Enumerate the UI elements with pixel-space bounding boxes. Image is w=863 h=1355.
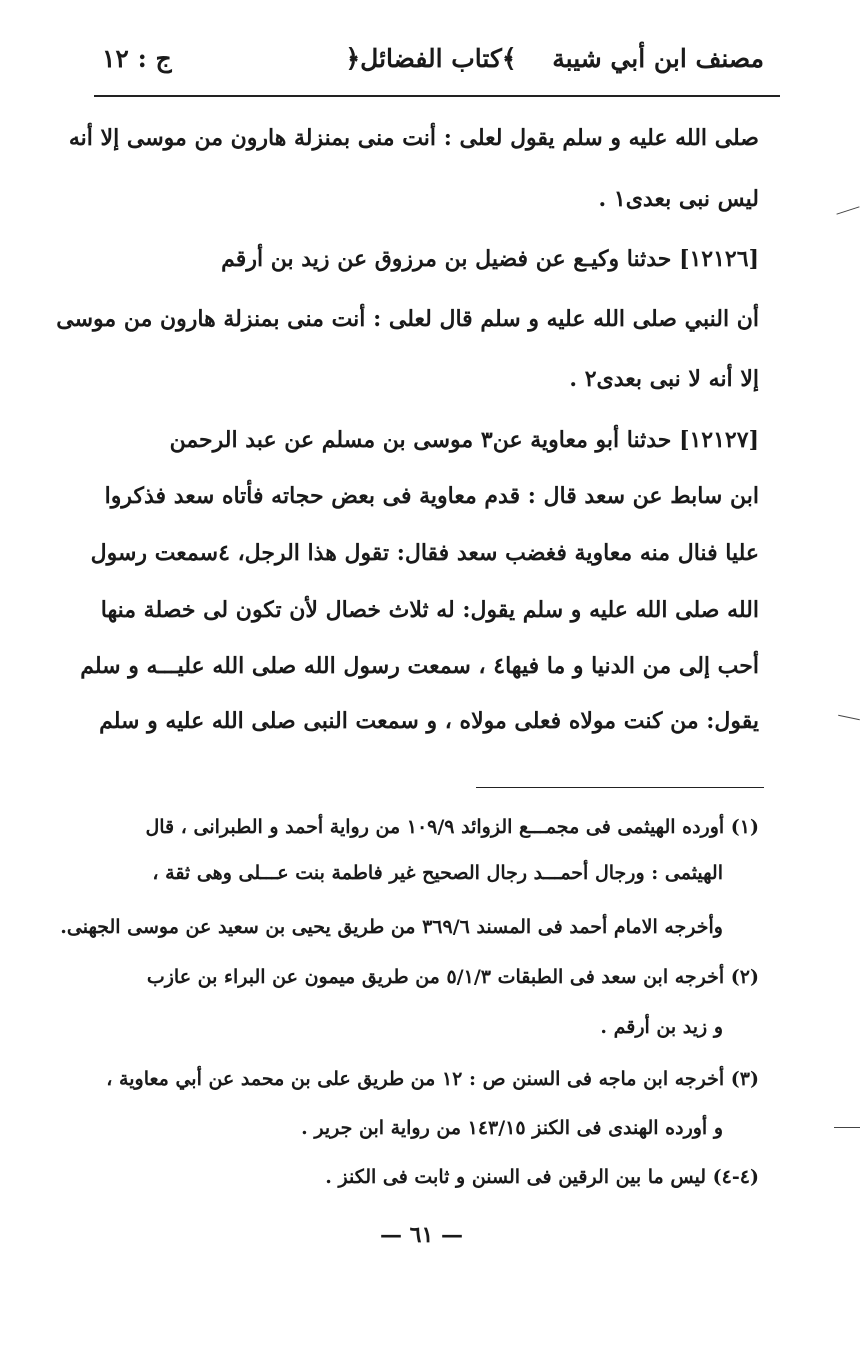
running-header [98,40,764,84]
footnote-1: (١) أورده الهيثمى فى مجمـــع الزوائد ١٠٩/٩ من رواية أحمد و الطبرانى ، قال [145,816,759,838]
margin-mark [836,206,859,214]
header-rule [94,95,780,97]
footnote-2: (٢) أخرجه ابن سعد فى الطبقات ٥/١/٣ من طريق ميمون عن البراء بن عازب [146,966,759,988]
text-line: صلى الله عليه و سلم يقول لعلى : أنت منى بمنزلة هارون من موسى إلا أنه [68,125,759,151]
text-line: إلا أنه لا نبى بعدى٢ . [569,366,759,392]
footnote-line: الهيثمى : ورجال أحمـــد رجال الصحيح غير فاطمة بنت عـــلى وهى ثقة ، [152,862,723,884]
hadith-12127-heading: [١٢١٢٧] حدثنا أبو معاوية عن٣ موسى بن مسلم عن عبد الرحمن [169,427,759,453]
margin-mark [834,1127,860,1128]
margin-mark [838,715,860,721]
chapter-title: ﴿كتاب الفضائل﴾ [345,44,517,73]
text-line: الله صلى الله عليه و سلم يقول: له ثلاث خصال لأن تكون لى خصلة منها [100,597,759,623]
text-line: عليا فنال منه معاوية فغضب سعد فقال: تقول هذا الرجل، ٤سمعت رسول [90,540,759,566]
footnote-3: (٣) أخرجه ابن ماجه فى السنن ص : ١٢ من طريق على بن محمد عن أبي معاوية ، [106,1068,759,1090]
footnote-line: و أورده الهندى فى الكنز ١٤٣/١٥ من رواية ابن جرير . [301,1117,723,1139]
text-line: يقول: من كنت مولاه فعلى مولاه ، و سمعت النبى صلى الله عليه و سلم [99,708,759,734]
footnote-line: و زيد بن أرقم . [600,1016,723,1038]
text-line: أن النبي صلى الله عليه و سلم قال لعلى : أنت منى بمنزلة هارون من موسى [56,306,759,332]
book-title: مصنف ابن أبي شيبة [552,44,764,73]
footnote-4: (٤-٤) ليس ما بين الرقين فى السنن و ثابت فى الكنز . [325,1166,759,1188]
footnote-rule [476,787,764,788]
text-line: ابن سابط عن سعد قال : قدم معاوية فى بعض حجاته فأتاه سعد فذكروا [104,483,759,509]
page-number: — ٦١ — [380,1222,463,1248]
volume-number: ج : ١٢ [102,44,172,73]
text-line: ليس نبى بعدى١ . [598,186,759,212]
text-line: أحب إلى من الدنيا و ما فيها٤ ، سمعت رسول الله صلى الله عليـــه و سلم [80,653,759,679]
hadith-12126-heading: [١٢١٢٦] حدثنا وكيـع عن فضيل بن مرزوق عن زيد بن أرقم [221,246,759,272]
footnote-line: وأخرجه الامام أحمد فى المسند ٣٦٩/٦ من طريق يحيى بن سعيد عن موسى الجهنى. [60,916,723,938]
